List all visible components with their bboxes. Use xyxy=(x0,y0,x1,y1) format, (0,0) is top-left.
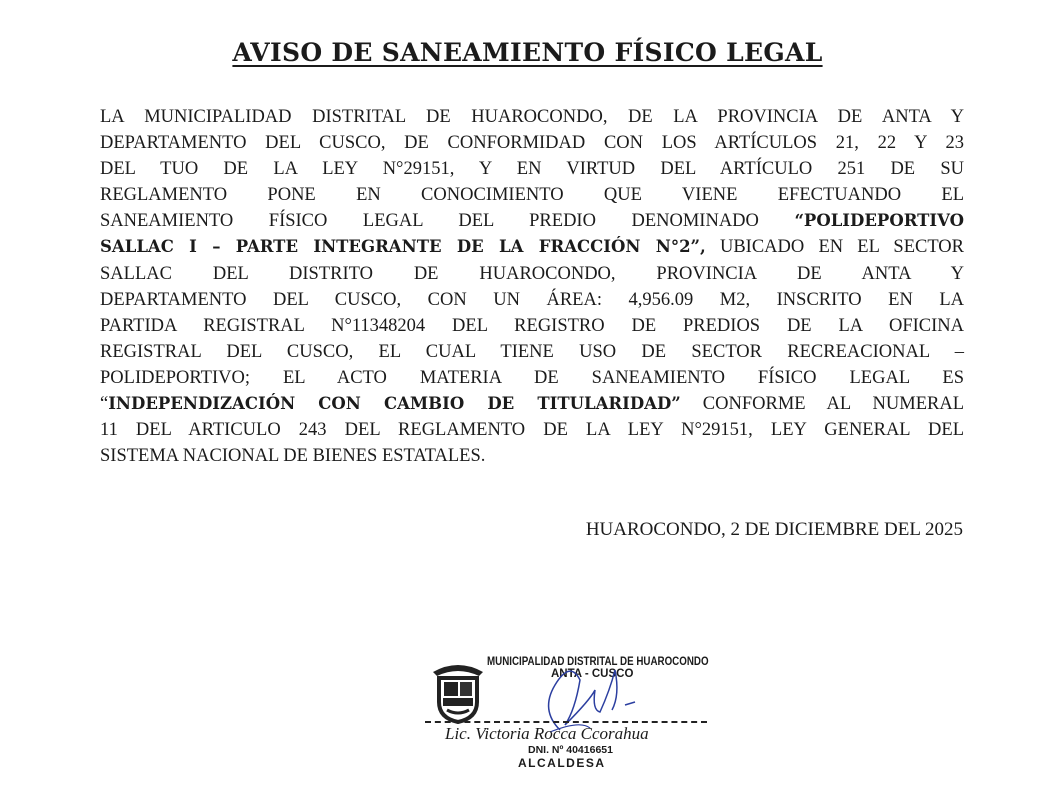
line-text: DEL TUO DE LA LEY N°29151, Y EN VIRTUD DEL ARTÍCULO 251 DE SU xyxy=(100,159,964,180)
municipal-seal-icon xyxy=(429,658,487,724)
body-line xyxy=(100,339,964,365)
line-text: “ xyxy=(100,394,109,415)
body-line xyxy=(100,391,964,417)
body-line xyxy=(100,156,964,182)
line-text: REGLAMENTO PONE EN CONOCIMIENTO QUE VIENE EFECTUANDO EL xyxy=(100,185,964,206)
body-line xyxy=(100,313,964,339)
notice-title-text: AVISO DE SANEAMIENTO FÍSICO LEGAL xyxy=(232,38,823,67)
signature-line xyxy=(425,721,707,723)
line-text: REGISTRAL DEL CUSCO, EL CUAL TIENE USO DE SECTOR RECREACIONAL – xyxy=(100,341,964,362)
line-text: SISTEMA NACIONAL DE BIENES ESTATALES. xyxy=(100,446,486,467)
stamp-location: ANTA - CUSCO xyxy=(551,668,634,680)
signatory-name: Lic. Victoria Rocca Ccorahua xyxy=(445,724,649,743)
body-line xyxy=(100,443,964,469)
body-line xyxy=(100,182,964,208)
line-text: DEPARTAMENTO DEL CUSCO, DE CONFORMIDAD CON LOS ARTÍCULOS 21, 22 Y 23 xyxy=(100,133,964,154)
body-line xyxy=(100,287,964,313)
line-text: CONFORME AL NUMERAL xyxy=(680,394,964,415)
body-line xyxy=(100,365,964,391)
body-line xyxy=(100,234,964,260)
line-text: SANEAMIENTO FÍSICO LEGAL DEL PREDIO DENOMINADO xyxy=(100,211,795,232)
line-text: DEPARTAMENTO DEL CUSCO, CON UN ÁREA: 4,956.09 M2, INSCRITO EN LA xyxy=(100,289,964,310)
body-line xyxy=(100,130,964,156)
body-line xyxy=(100,208,964,234)
body-line xyxy=(100,261,964,287)
line-text: PARTIDA REGISTRAL N°11348204 DEL REGISTRO DE PREDIOS DE LA OFICINA xyxy=(100,315,964,336)
signature-block xyxy=(425,648,715,778)
line-text: 11 DEL ARTICULO 243 DEL REGLAMENTO DE LA LEY N°29151, LEY GENERAL DEL xyxy=(100,420,964,441)
body-line xyxy=(100,417,964,443)
line-text: POLIDEPORTIVO; EL ACTO MATERIA DE SANEAMIENTO FÍSICO LEGAL ES xyxy=(100,367,964,388)
signatory-role: ALCALDESA xyxy=(518,756,606,770)
place-date: HUAROCONDO, 2 DE DICIEMBRE DEL 2025 xyxy=(585,519,963,540)
notice-body xyxy=(100,104,964,469)
signatory-dni: DNI. Nº 40416651 xyxy=(528,744,613,756)
line-text: SALLAC DEL DISTRITO DE HUAROCONDO, PROVINCIA DE ANTA Y xyxy=(100,263,964,284)
property-name-bold: “POLIDEPORTIVO xyxy=(794,211,964,231)
line-text: LA MUNICIPALIDAD DISTRITAL DE HUAROCONDO, DE LA PROVINCIA DE ANTA Y xyxy=(100,107,964,127)
notice-title xyxy=(0,38,1055,67)
stamp-institution: MUNICIPALIDAD DISTRITAL DE HUAROCONDO xyxy=(487,656,709,668)
body-line xyxy=(100,104,964,130)
property-name-bold: SALLAC I – PARTE INTEGRANTE DE LA FRACCIÓN N°2”, xyxy=(100,237,706,257)
act-name-bold: INDEPENDIZACIÓN CON CAMBIO DE TITULARIDAD” xyxy=(108,394,681,414)
line-text: UBICADO EN EL SECTOR xyxy=(705,237,965,258)
